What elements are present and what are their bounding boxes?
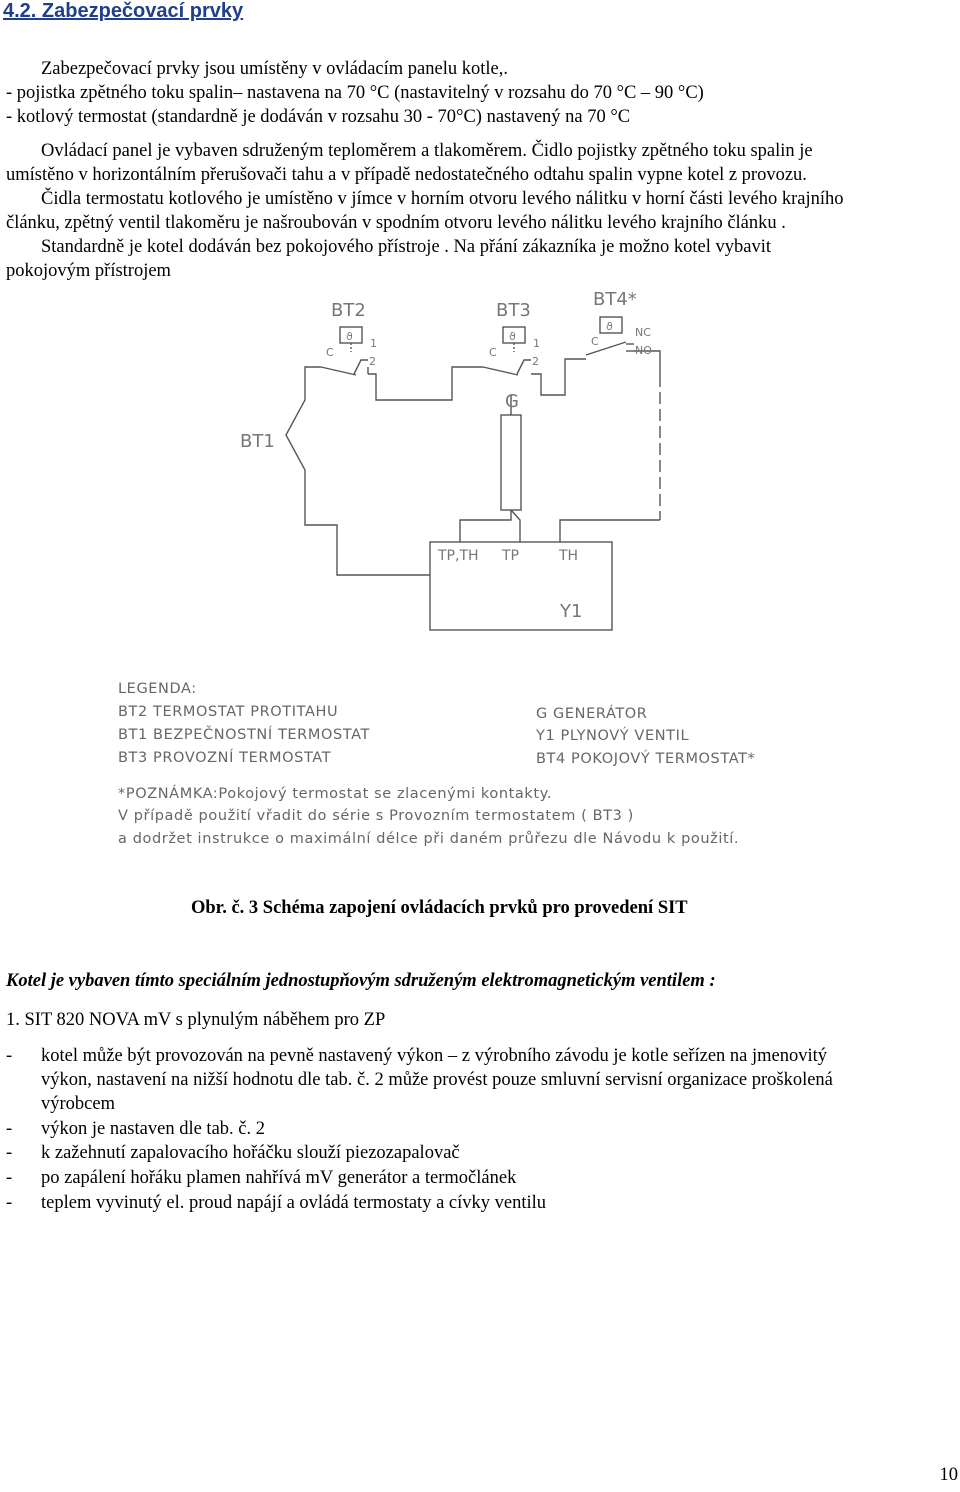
legend-item: BT3 PROVOZNÍ TERMOSTAT: [118, 750, 332, 766]
bullet-text: kotel může být provozován na pevně nastavený výkon – z výrobního závodu je kotle seřízen na jmenovitý: [41, 1046, 828, 1066]
theta-icon: ϑ: [606, 320, 613, 333]
legend-item: BT4 POKOJOVÝ TERMOSTAT*: [536, 751, 756, 767]
bullet-text: po zapálení hořáku plamen nahřívá mV generátor a termočlánek: [41, 1168, 517, 1188]
terminal-c: C: [326, 346, 334, 359]
bullet-text: k zažehnutí zapalovacího hořáčku slouží piezozapalovač: [41, 1143, 460, 1163]
terminal-1: 1: [533, 337, 540, 350]
legend-note: *POZNÁMKA:Pokojový termostat se zlacenými kontakty.: [118, 786, 553, 802]
bullet-text: teplem vyvinutý el. proud napájí a ovládá termostaty a cívky ventilu: [41, 1193, 547, 1213]
paragraph-line: článku, zpětný ventil tlakoměru je našroubován v spodním otvoru levého nálitku levého krajního článku .: [6, 213, 786, 233]
bullet-text: výkon je nastaven dle tab. č. 2: [41, 1119, 265, 1139]
bullet-dash: -: [6, 1143, 13, 1163]
wiring-diagram: [0, 280, 960, 640]
figure-caption: Obr. č. 3 Schéma zapojení ovládacích prvků pro provedení SIT: [191, 898, 688, 918]
legend-item: BT1 BEZPEČNOSTNÍ TERMOSTAT: [118, 727, 370, 743]
bt4-label: BT4*: [593, 289, 637, 310]
bullet-text: výrobcem: [41, 1094, 115, 1114]
valve-intro: Kotel je vybaven tímto speciálním jednostupňovým sdruženým elektromagnetickým ventilem :: [6, 971, 716, 991]
g-label: G: [505, 391, 519, 412]
bt3-label: BT3: [496, 300, 531, 321]
section-heading: 4.2. Zabezpečovací prvky: [3, 0, 244, 22]
legend-item: G GENERÁTOR: [536, 706, 648, 722]
terminal-2: 2: [369, 355, 376, 368]
paragraph-line: pokojovým přístrojem: [6, 261, 171, 281]
intro-paragraph: Zabezpečovací prvky jsou umístěny v ovládacím panelu kotle,.: [41, 59, 508, 79]
bullet-dash: -: [6, 1168, 13, 1188]
list-item: - pojistka zpětného toku spalin– nastavena na 70 °C (nastavitelný v rozsahu do 70 °C – 90 °C): [6, 83, 704, 103]
y1-label: Y1: [560, 601, 583, 622]
legend-note: a dodržet instrukce o maximální délce při daném průřezu dle Návodu k použití.: [118, 831, 740, 847]
paragraph-line: Čidla termostatu kotlového je umístěno v jímce v horním otvoru levého nálitku v horní části levého krajního: [41, 189, 844, 209]
valve-title: 1. SIT 820 NOVA mV s plynulým náběhem pro ZP: [6, 1010, 386, 1030]
terminal-nc: NC: [635, 326, 651, 339]
bullet-dash: -: [6, 1046, 13, 1066]
paragraph-line: Standardně je kotel dodáván bez pokojového přístroje . Na přání zákazníka je možno kotel vybavit: [41, 237, 772, 257]
terminal-2: 2: [532, 355, 539, 368]
bullet-dash: -: [6, 1193, 13, 1213]
legend-title: LEGENDA:: [118, 681, 197, 697]
terminal-c: C: [489, 346, 497, 359]
paragraph-line: Ovládací panel je vybaven sdruženým teploměrem a tlakoměrem. Čidlo pojistky zpětného toku spalin je: [41, 141, 813, 161]
legend-item: BT2 TERMOSTAT PROTITAHU: [118, 704, 339, 720]
bullet-text: výkon, nastavení na nižší hodnotu dle tab. č. 2 může provést pouze smluvní servisní organizace proškolená: [41, 1070, 833, 1090]
bt2-label: BT2: [331, 300, 366, 321]
legend-note: V případě použití vřadit do série s Provozním termostatem ( BT3 ): [118, 808, 634, 824]
list-item: - kotlový termostat (standardně je dodáván v rozsahu 30 - 70°C) nastavený na 70 °C: [6, 107, 631, 127]
theta-icon: ϑ: [346, 330, 353, 343]
legend-item: Y1 PLYNOVÝ VENTIL: [536, 728, 690, 744]
bullet-dash: -: [6, 1119, 13, 1139]
terminal-tpth: TP,TH: [438, 548, 479, 564]
terminal-no: NO: [635, 344, 652, 357]
page-number: 10: [939, 1465, 958, 1485]
theta-icon: ϑ: [509, 330, 516, 343]
terminal-1: 1: [370, 337, 377, 350]
terminal-tp: TP: [502, 548, 519, 564]
paragraph-line: umístěno v horizontálním přerušovači tahu a v případě nedostatečného odtahu spalin vypne kotel z provozu.: [6, 165, 807, 185]
terminal-c: C: [591, 335, 599, 348]
generator-box: [501, 415, 521, 510]
terminal-th: TH: [559, 548, 579, 564]
bt1-label: BT1: [240, 431, 275, 452]
